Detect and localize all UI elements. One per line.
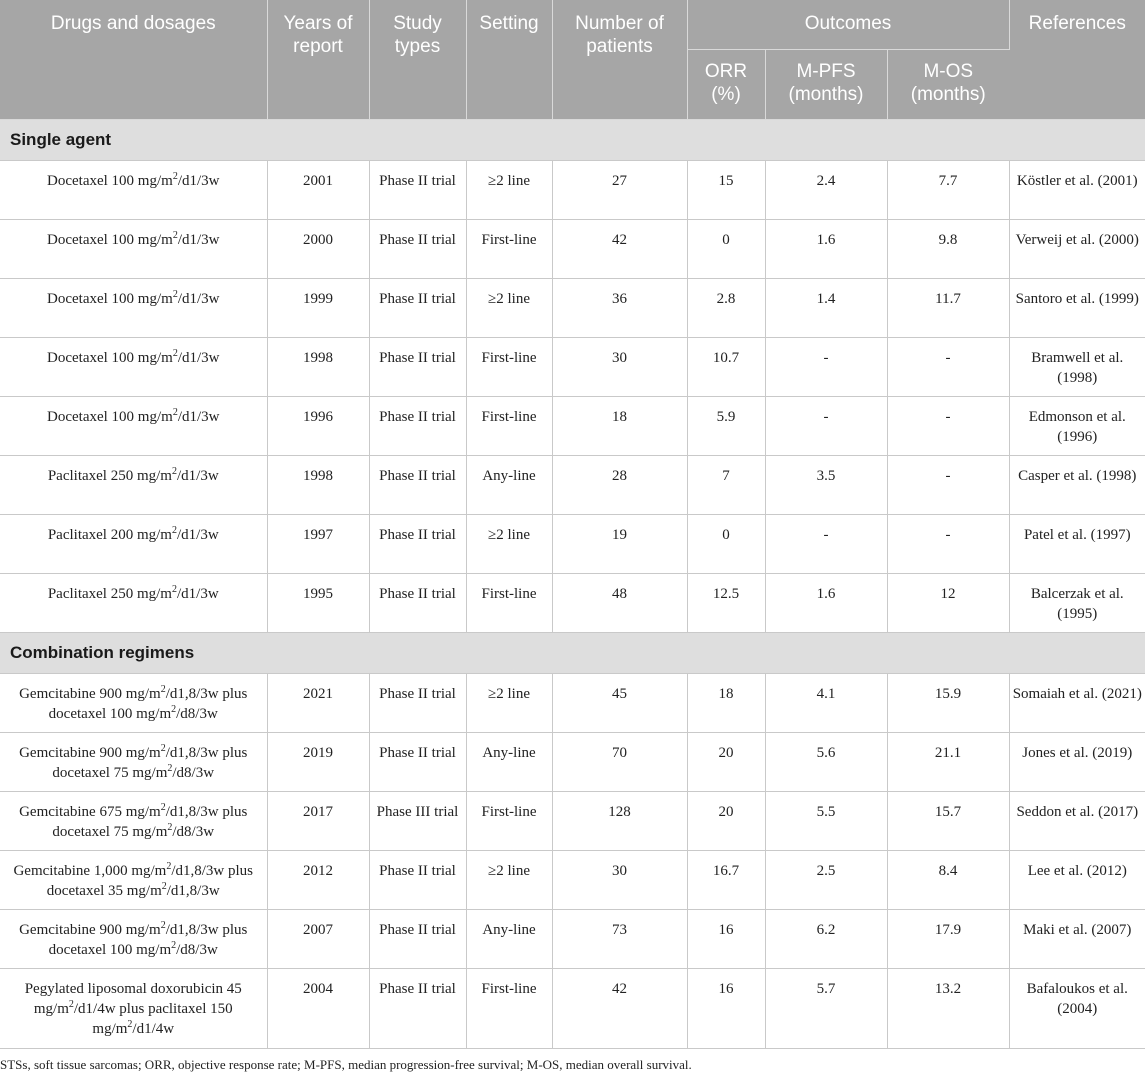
year-cell: 2000 bbox=[267, 219, 369, 278]
header-patients: Number of patients bbox=[552, 0, 687, 119]
reference-cell: Bafaloukos et al. (2004) bbox=[1009, 968, 1145, 1048]
mos-cell: - bbox=[887, 455, 1009, 514]
table-row bbox=[0, 219, 1145, 278]
section-title: Single agent bbox=[0, 119, 1145, 160]
header-setting: Setting bbox=[466, 0, 552, 119]
drug-cell: Gemcitabine 675 $mg/m^2/d1,8/3w$ plus docetaxel 75 $mg/m^2/d8/3w$ bbox=[0, 791, 267, 850]
setting-cell: ≥2 line bbox=[466, 850, 552, 909]
table-header bbox=[0, 0, 1145, 119]
setting-cell: ≥2 line bbox=[466, 160, 552, 219]
mpfs-cell: 5.5 bbox=[765, 791, 887, 850]
mos-cell: - bbox=[887, 514, 1009, 573]
year-cell: 2021 bbox=[267, 673, 369, 732]
mpfs-cell: 3.5 bbox=[765, 455, 887, 514]
table-row bbox=[0, 337, 1145, 396]
setting-cell: First-line bbox=[466, 337, 552, 396]
drug-cell: Docetaxel 100 $mg/m^2/d1/3w$ bbox=[0, 396, 267, 455]
orr-cell: 20 bbox=[687, 732, 765, 791]
orr-cell: 16 bbox=[687, 968, 765, 1048]
header-outcomes: Outcomes bbox=[687, 0, 1009, 49]
header-drugs: Drugs and dosages bbox=[0, 0, 267, 119]
mos-cell: 13.2 bbox=[887, 968, 1009, 1048]
header-mpfs: M-PFS (months) bbox=[765, 49, 887, 119]
setting-cell: First-line bbox=[466, 219, 552, 278]
reference-cell: Balcerzak et al. (1995) bbox=[1009, 573, 1145, 632]
patients-cell: 19 bbox=[552, 514, 687, 573]
mos-cell: 8.4 bbox=[887, 850, 1009, 909]
table-row bbox=[0, 909, 1145, 968]
table-footnote: STSs, soft tissue sarcomas; ORR, objective response rate; M-PFS, median progression-free survival; M-OS, median overall survival. bbox=[0, 1057, 692, 1072]
reference-cell: Köstler et al. (2001) bbox=[1009, 160, 1145, 219]
patients-cell: 42 bbox=[552, 219, 687, 278]
mos-cell: 21.1 bbox=[887, 732, 1009, 791]
study-type-cell: Phase II trial bbox=[369, 673, 466, 732]
patients-cell: 128 bbox=[552, 791, 687, 850]
reference-cell: Lee et al. (2012) bbox=[1009, 850, 1145, 909]
drug-cell: Gemcitabine 900 $mg/m^2/d1,8/3w$ plus docetaxel 100 $mg/m^2/d8/3w$ bbox=[0, 909, 267, 968]
orr-cell: 0 bbox=[687, 219, 765, 278]
orr-cell: 18 bbox=[687, 673, 765, 732]
year-cell: 1998 bbox=[267, 337, 369, 396]
mos-cell: 17.9 bbox=[887, 909, 1009, 968]
mos-cell: 7.7 bbox=[887, 160, 1009, 219]
reference-cell: Santoro et al. (1999) bbox=[1009, 278, 1145, 337]
drug-cell: Gemcitabine 900 $mg/m^2/d1,8/3w$ plus docetaxel 100 $mg/m^2/d8/3w$ bbox=[0, 673, 267, 732]
section-row bbox=[0, 119, 1145, 160]
drug-cell: Docetaxel 100 $mg/m^2/d1/3w$ bbox=[0, 278, 267, 337]
header-orr: ORR (%) bbox=[687, 49, 765, 119]
mos-cell: 15.7 bbox=[887, 791, 1009, 850]
patients-cell: 18 bbox=[552, 396, 687, 455]
orr-cell: 5.9 bbox=[687, 396, 765, 455]
drug-cell: Docetaxel 100 $mg/m^2/d1/3w$ bbox=[0, 219, 267, 278]
orr-cell: 7 bbox=[687, 455, 765, 514]
year-cell: 2001 bbox=[267, 160, 369, 219]
table-row bbox=[0, 791, 1145, 850]
header-years: Years of report bbox=[267, 0, 369, 119]
mos-cell: 9.8 bbox=[887, 219, 1009, 278]
header-mos: M-OS (months) bbox=[887, 49, 1009, 119]
year-cell: 2017 bbox=[267, 791, 369, 850]
reference-cell: Somaiah et al. (2021) bbox=[1009, 673, 1145, 732]
year-cell: 1998 bbox=[267, 455, 369, 514]
year-cell: 2004 bbox=[267, 968, 369, 1048]
year-cell: 1999 bbox=[267, 278, 369, 337]
drug-cell: Paclitaxel 250 $mg/m^2/d1/3w$ bbox=[0, 455, 267, 514]
year-cell: 2012 bbox=[267, 850, 369, 909]
mpfs-cell: 1.4 bbox=[765, 278, 887, 337]
mos-cell: - bbox=[887, 337, 1009, 396]
study-type-cell: Phase II trial bbox=[369, 160, 466, 219]
study-type-cell: Phase II trial bbox=[369, 337, 466, 396]
orr-cell: 10.7 bbox=[687, 337, 765, 396]
setting-cell: Any-line bbox=[466, 732, 552, 791]
patients-cell: 42 bbox=[552, 968, 687, 1048]
patients-cell: 30 bbox=[552, 337, 687, 396]
study-type-cell: Phase III trial bbox=[369, 791, 466, 850]
mos-cell: 12 bbox=[887, 573, 1009, 632]
mos-cell: 11.7 bbox=[887, 278, 1009, 337]
table-row bbox=[0, 968, 1145, 1048]
table-row bbox=[0, 573, 1145, 632]
year-cell: 2007 bbox=[267, 909, 369, 968]
year-cell: 1995 bbox=[267, 573, 369, 632]
table-row bbox=[0, 514, 1145, 573]
drug-cell: Pegylated liposomal doxorubicin 45 $mg/m^2/d1/4w$ plus paclitaxel 150 $mg/m^2/d1/4w$ bbox=[0, 968, 267, 1048]
table-row bbox=[0, 850, 1145, 909]
table-row bbox=[0, 278, 1145, 337]
study-type-cell: Phase II trial bbox=[369, 732, 466, 791]
header-study-types: Study types bbox=[369, 0, 466, 119]
table-body bbox=[0, 119, 1145, 1048]
reference-cell: Patel et al. (1997) bbox=[1009, 514, 1145, 573]
study-type-cell: Phase II trial bbox=[369, 909, 466, 968]
drug-cell: Paclitaxel 250 $mg/m^2/d1/3w$ bbox=[0, 573, 267, 632]
patients-cell: 48 bbox=[552, 573, 687, 632]
drug-cell: Gemcitabine 1,000 $mg/m^2/d1,8/3w$ plus docetaxel 35 $mg/m^2/d1,8/3w$ bbox=[0, 850, 267, 909]
mpfs-cell: 6.2 bbox=[765, 909, 887, 968]
table-row bbox=[0, 396, 1145, 455]
study-type-cell: Phase II trial bbox=[369, 850, 466, 909]
patients-cell: 45 bbox=[552, 673, 687, 732]
orr-cell: 16 bbox=[687, 909, 765, 968]
study-type-cell: Phase II trial bbox=[369, 968, 466, 1048]
mpfs-cell: 5.7 bbox=[765, 968, 887, 1048]
patients-cell: 28 bbox=[552, 455, 687, 514]
orr-cell: 15 bbox=[687, 160, 765, 219]
drug-cell: Paclitaxel 200 $mg/m^2/d1/3w$ bbox=[0, 514, 267, 573]
setting-cell: ≥2 line bbox=[466, 514, 552, 573]
year-cell: 1997 bbox=[267, 514, 369, 573]
mpfs-cell: - bbox=[765, 396, 887, 455]
reference-cell: Verweij et al. (2000) bbox=[1009, 219, 1145, 278]
setting-cell: First-line bbox=[466, 573, 552, 632]
orr-cell: 2.8 bbox=[687, 278, 765, 337]
reference-cell: Edmonson et al. (1996) bbox=[1009, 396, 1145, 455]
section-row bbox=[0, 632, 1145, 673]
mpfs-cell: 4.1 bbox=[765, 673, 887, 732]
patients-cell: 27 bbox=[552, 160, 687, 219]
setting-cell: First-line bbox=[466, 968, 552, 1048]
reference-cell: Casper et al. (1998) bbox=[1009, 455, 1145, 514]
study-type-cell: Phase II trial bbox=[369, 573, 466, 632]
drug-cell: Docetaxel 100 $mg/m^2/d1/3w$ bbox=[0, 337, 267, 396]
setting-cell: Any-line bbox=[466, 455, 552, 514]
mpfs-cell: - bbox=[765, 337, 887, 396]
mpfs-cell: - bbox=[765, 514, 887, 573]
mos-cell: 15.9 bbox=[887, 673, 1009, 732]
mpfs-cell: 1.6 bbox=[765, 573, 887, 632]
mpfs-cell: 5.6 bbox=[765, 732, 887, 791]
mpfs-cell: 1.6 bbox=[765, 219, 887, 278]
orr-cell: 12.5 bbox=[687, 573, 765, 632]
reference-cell: Seddon et al. (2017) bbox=[1009, 791, 1145, 850]
section-title: Combination regimens bbox=[0, 632, 1145, 673]
patients-cell: 30 bbox=[552, 850, 687, 909]
patients-cell: 73 bbox=[552, 909, 687, 968]
setting-cell: ≥2 line bbox=[466, 278, 552, 337]
patients-cell: 36 bbox=[552, 278, 687, 337]
reference-cell: Maki et al. (2007) bbox=[1009, 909, 1145, 968]
year-cell: 2019 bbox=[267, 732, 369, 791]
table-row bbox=[0, 732, 1145, 791]
reference-cell: Bramwell et al. (1998) bbox=[1009, 337, 1145, 396]
setting-cell: First-line bbox=[466, 791, 552, 850]
drug-cell: Docetaxel 100 $mg/m^2/d1/3w$ bbox=[0, 160, 267, 219]
mos-cell: - bbox=[887, 396, 1009, 455]
orr-cell: 20 bbox=[687, 791, 765, 850]
mpfs-cell: 2.5 bbox=[765, 850, 887, 909]
study-type-cell: Phase II trial bbox=[369, 278, 466, 337]
study-type-cell: Phase II trial bbox=[369, 219, 466, 278]
mpfs-cell: 2.4 bbox=[765, 160, 887, 219]
drug-cell: Gemcitabine 900 $mg/m^2/d1,8/3w$ plus docetaxel 75 $mg/m^2/d8/3w$ bbox=[0, 732, 267, 791]
reference-cell: Jones et al. (2019) bbox=[1009, 732, 1145, 791]
table-row bbox=[0, 160, 1145, 219]
setting-cell: First-line bbox=[466, 396, 552, 455]
orr-cell: 0 bbox=[687, 514, 765, 573]
setting-cell: Any-line bbox=[466, 909, 552, 968]
table-row bbox=[0, 455, 1145, 514]
orr-cell: 16.7 bbox=[687, 850, 765, 909]
study-type-cell: Phase II trial bbox=[369, 455, 466, 514]
table-row bbox=[0, 673, 1145, 732]
year-cell: 1996 bbox=[267, 396, 369, 455]
header-references: References bbox=[1009, 0, 1145, 119]
study-type-cell: Phase II trial bbox=[369, 396, 466, 455]
study-type-cell: Phase II trial bbox=[369, 514, 466, 573]
patients-cell: 70 bbox=[552, 732, 687, 791]
setting-cell: ≥2 line bbox=[466, 673, 552, 732]
